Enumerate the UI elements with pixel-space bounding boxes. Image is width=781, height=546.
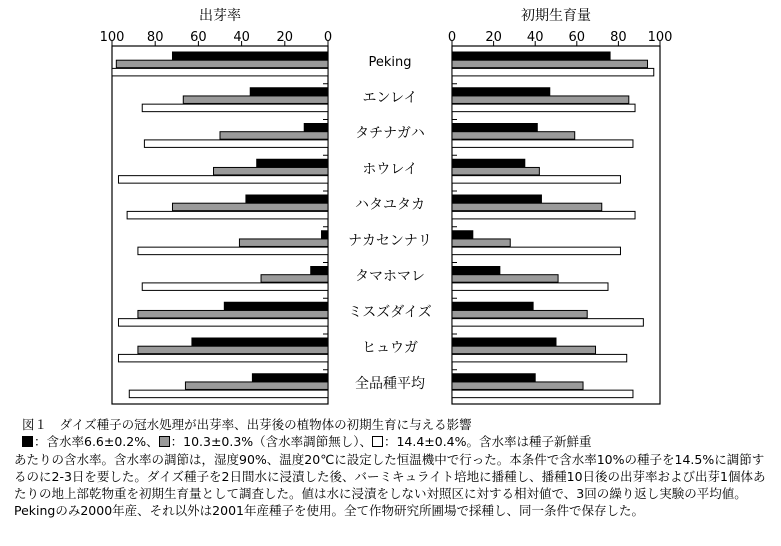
germination-bar (239, 239, 328, 247)
legend-swatch-gray (159, 436, 170, 447)
growth-tick-label: 80 (610, 30, 627, 45)
growth-tick-label: 60 (568, 30, 586, 45)
growth-bar (452, 382, 583, 390)
germination-bar (185, 382, 328, 390)
germination-bar (118, 319, 328, 327)
category-label: Peking (368, 55, 412, 70)
germination-bar (214, 167, 328, 175)
germination-bar (261, 275, 328, 283)
growth-bar (452, 68, 654, 76)
category-label: ミスズダイズ (348, 304, 432, 321)
growth-bar (452, 247, 620, 255)
germination-bar (224, 302, 328, 310)
growth-bar (452, 346, 596, 354)
growth-bar (452, 283, 608, 291)
growth-bar (452, 124, 537, 132)
growth-bar (452, 390, 633, 398)
germination-bar (311, 267, 328, 275)
category-label: タマホマレ (355, 268, 425, 285)
germination-tick-label: 40 (233, 30, 250, 45)
germination-tick-label: 60 (190, 30, 207, 45)
caption-legend (14, 434, 592, 449)
germination-rate-panel (100, 8, 333, 404)
category-label: エンレイ (362, 89, 418, 106)
germination-bar (304, 124, 328, 132)
germination-tick-label: 100 (99, 30, 125, 45)
category-label: ハタユタカ (355, 197, 425, 213)
germination-tick-label: 20 (276, 30, 294, 45)
germination-bar (118, 354, 328, 362)
growth-tick-label: 20 (485, 30, 502, 45)
growth-bar (452, 319, 643, 327)
growth-bar (452, 275, 558, 283)
growth-bar (452, 374, 535, 382)
growth-tick-label: 40 (526, 30, 544, 45)
germination-bar (250, 88, 328, 96)
caption-text (14, 433, 776, 519)
growth-tick-label: 100 (647, 30, 673, 45)
legend-swatch-black (22, 436, 33, 447)
germination-bar (322, 231, 328, 239)
category-label: ヒュウガ (362, 340, 418, 356)
category-label: ホウレイ (362, 161, 418, 178)
germination-tick-label: 0 (323, 30, 333, 45)
germination-bar (118, 176, 328, 184)
growth-bar (452, 302, 533, 310)
growth-bar (452, 159, 525, 167)
germination-bar (112, 68, 328, 76)
category-label: ナカセンナリ (348, 232, 432, 249)
growth-bar (452, 96, 629, 104)
legend-swatch-white (372, 436, 383, 447)
germination-bar (138, 247, 328, 255)
category-label: タチナガハ (355, 125, 425, 142)
caption-title: 図１ ダイズ種子の冠水処理が出芽率、出芽後の植物体の初期生育に与える影響 (22, 417, 472, 432)
growth-tick-label: 0 (447, 30, 457, 45)
growth-bar (452, 176, 620, 184)
germination-bar (129, 390, 328, 398)
growth-title: 初期生育量 (521, 8, 591, 24)
germination-bar (138, 310, 328, 318)
category-label: 全品種平均 (355, 375, 425, 392)
germination-bar (144, 140, 328, 148)
germination-bar (246, 195, 328, 203)
growth-bar (452, 310, 587, 318)
germination-bar (183, 96, 328, 104)
germination-bar (220, 132, 328, 140)
germination-tick-label: 80 (146, 30, 164, 45)
growth-bar (452, 338, 556, 346)
legend-label-white: ：14.4±0.4%。含水率は種子新鮮重 (383, 434, 592, 450)
germination-bar (192, 338, 328, 346)
germination-bar (142, 104, 328, 112)
growth-bar (452, 203, 602, 211)
growth-bar (452, 132, 575, 140)
germination-bar (172, 52, 328, 60)
growth-bar (452, 354, 627, 362)
growth-bar (452, 104, 635, 112)
growth-bar (452, 52, 610, 60)
growth-bar (452, 60, 648, 67)
figure-caption (14, 416, 776, 520)
growth-bar (452, 239, 510, 247)
growth-bar (452, 140, 633, 148)
initial-growth-panel (448, 7, 673, 404)
germination-bar (138, 346, 328, 354)
legend-label-gray: ：10.3±0.3%（含水率調節無し）、 (170, 434, 372, 450)
growth-bar (452, 211, 635, 219)
growth-bar (452, 167, 539, 175)
caption-body: あたりの含水率。含水率の調節は，湿度90%、温度20℃に設定した恒温機中で行った。本条件で含水率10%の種子を14.5%に調節するのに2-3日を要した。ダイズ種子を2日間水に浸漬した後、バーミキュライト培地に播種し、播種10日後の出芽率および出芽1個体あたりの地上部乾物重を初期生育量として調査した。値は水に浸漬をしない対照区に対する相対値で、3回の繰り返し実験の平均値。Pekingのみ2000年産、それ以外は2001年産種子を使用。全て作物研究所圃場で採種し、同一条件で保存した。 (14, 451, 766, 519)
growth-bar (452, 267, 500, 275)
germination-bar (257, 159, 328, 167)
germination-bar (172, 203, 328, 211)
germination-bar (142, 283, 328, 291)
growth-bar (452, 195, 541, 203)
germination-bar (127, 211, 328, 219)
germination-bar (116, 60, 328, 67)
growth-bar (452, 88, 550, 96)
germination-bar (252, 374, 328, 382)
category-labels (348, 55, 432, 392)
germination-title: 出芽率 (199, 8, 241, 24)
legend-label-black: ：含水率6.6±0.2%、 (34, 434, 159, 450)
growth-bar (452, 231, 473, 239)
